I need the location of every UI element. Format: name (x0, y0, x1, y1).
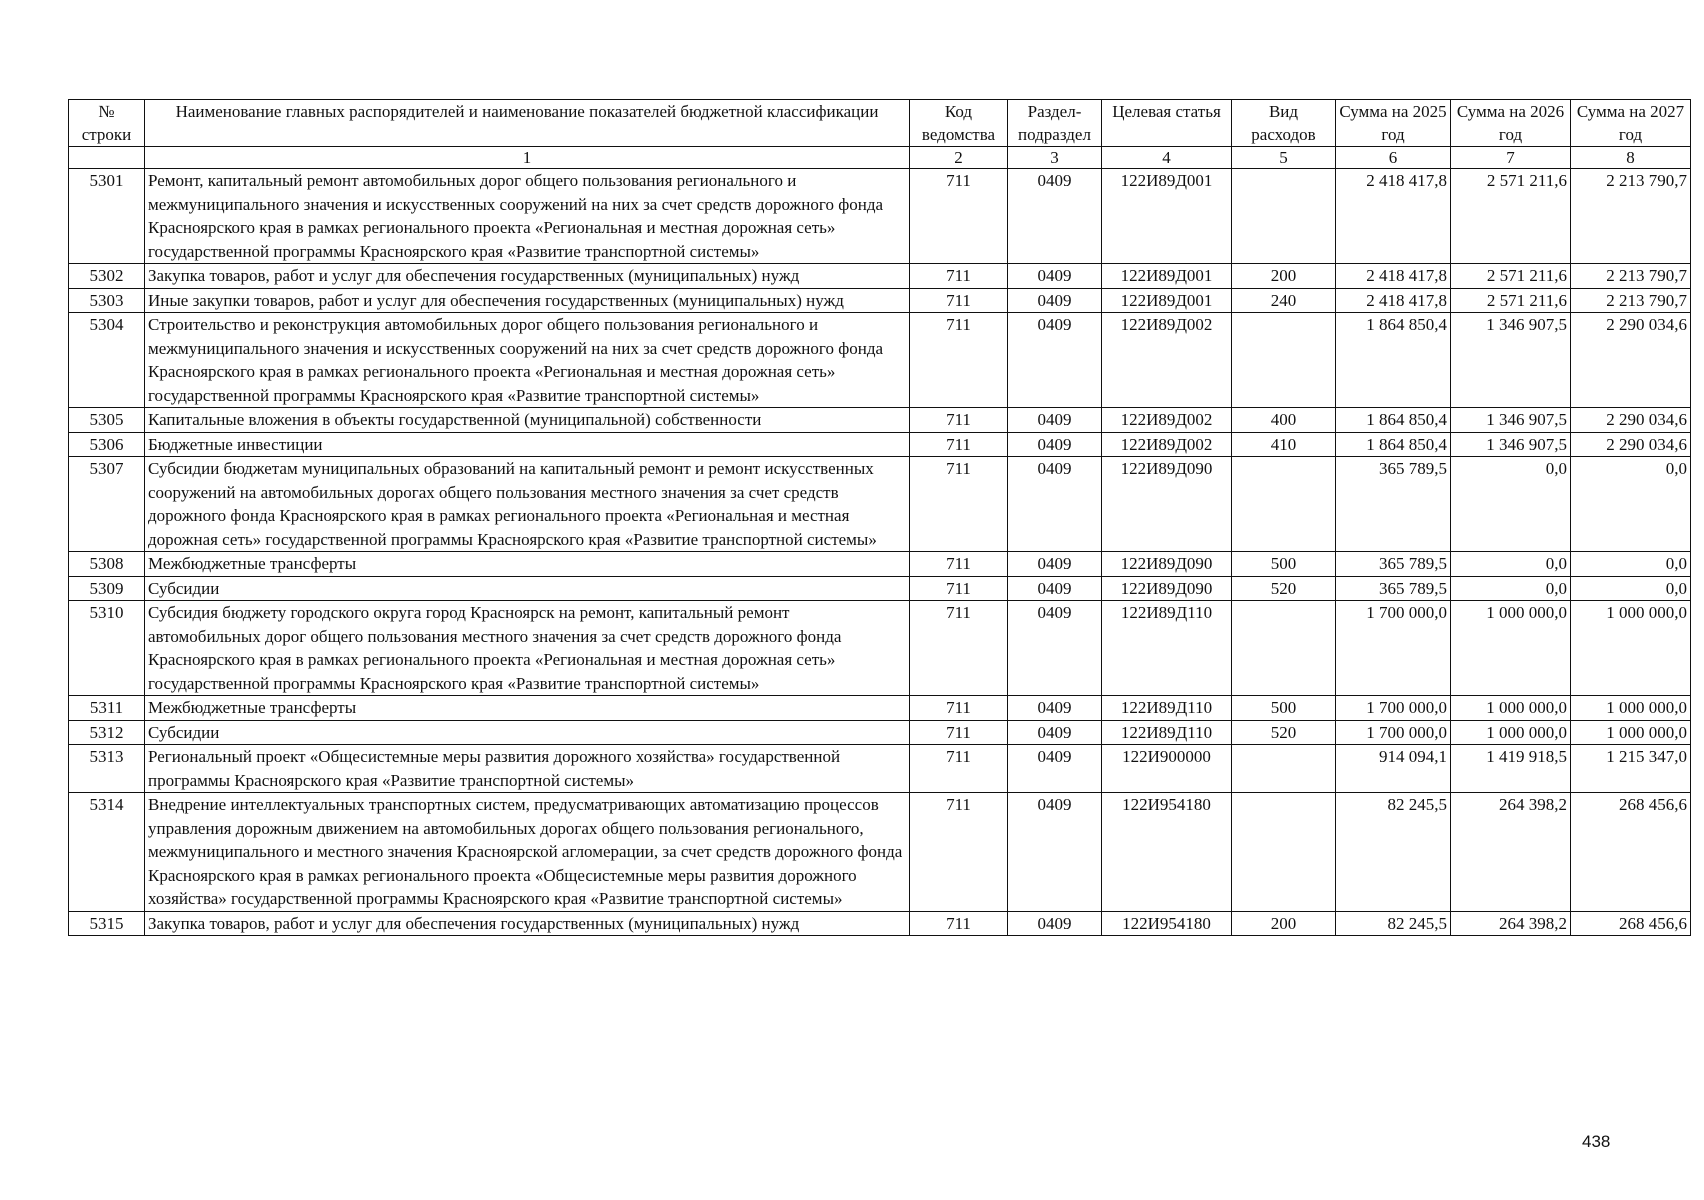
header-expense-type: Вид расходов (1232, 100, 1336, 147)
sum-2026-cell: 1 000 000,0 (1451, 601, 1571, 696)
row-name-cell: Субсидии бюджетам муниципальных образований на капитальный ремонт и ремонт искусственных сооружений на автомобильных дорогах общего пользования местного значения за счет средств дорожного фонда Красноярского края в рамках регионального проекта «Региональная и местная дорожная сеть» государственной программы Красноярского края «Развитие транспортной системы» (145, 457, 910, 552)
table-row (69, 313, 1691, 408)
target-article-cell: 122И89Д090 (1102, 552, 1232, 577)
department-code-cell: 711 (910, 288, 1008, 313)
department-code-cell: 711 (910, 432, 1008, 457)
table-row (69, 745, 1691, 793)
column-index: 8 (1571, 147, 1691, 169)
sum-2027-cell: 268 456,6 (1571, 793, 1691, 912)
row-number-cell: 5303 (69, 288, 145, 313)
sum-2026-cell: 2 571 211,6 (1451, 169, 1571, 264)
table-row (69, 720, 1691, 745)
sum-2025-cell: 2 418 417,8 (1336, 169, 1451, 264)
target-article-cell: 122И89Д002 (1102, 432, 1232, 457)
row-number-cell: 5301 (69, 169, 145, 264)
target-article-cell: 122И954180 (1102, 911, 1232, 936)
sum-2027-cell: 2 290 034,6 (1571, 408, 1691, 433)
section-cell: 0409 (1008, 911, 1102, 936)
section-cell: 0409 (1008, 288, 1102, 313)
row-name-cell: Капитальные вложения в объекты государственной (муниципальной) собственности (145, 408, 910, 433)
header-sum-2026: Сумма на 2026 год (1451, 100, 1571, 147)
header-section: Раздел- подраздел (1008, 100, 1102, 147)
sum-2027-cell: 268 456,6 (1571, 911, 1691, 936)
table-row (69, 552, 1691, 577)
row-name-cell: Межбюджетные трансферты (145, 696, 910, 721)
section-cell: 0409 (1008, 601, 1102, 696)
sum-2027-cell: 0,0 (1571, 457, 1691, 552)
section-cell: 0409 (1008, 696, 1102, 721)
section-cell: 0409 (1008, 408, 1102, 433)
expense-type-cell: 500 (1232, 696, 1336, 721)
expense-type-cell: 400 (1232, 408, 1336, 433)
expense-type-cell: 410 (1232, 432, 1336, 457)
expense-type-cell: 500 (1232, 552, 1336, 577)
row-number-cell: 5304 (69, 313, 145, 408)
sum-2025-cell: 1 864 850,4 (1336, 432, 1451, 457)
department-code-cell: 711 (910, 457, 1008, 552)
row-name-cell: Внедрение интеллектуальных транспортных систем, предусматривающих автоматизацию процессов управления дорожным движением на автомобильных дорогах общего пользования регионального, межмуниципального и местного значения Красноярской агломерации, за счет средств дорожного фонда Красноярского края в рамках регионального проекта «Общесистемные меры развития дорожного хозяйства» государственной программы Красноярского края «Развитие транспортной системы» (145, 793, 910, 912)
expense-type-cell: 520 (1232, 576, 1336, 601)
column-index: 2 (910, 147, 1008, 169)
department-code-cell: 711 (910, 745, 1008, 793)
sum-2027-cell: 2 213 790,7 (1571, 169, 1691, 264)
header-name: Наименование главных распорядителей и наименование показателей бюджетной классификации (145, 100, 910, 147)
target-article-cell: 122И900000 (1102, 745, 1232, 793)
section-cell: 0409 (1008, 793, 1102, 912)
table-row (69, 911, 1691, 936)
row-name-cell: Закупка товаров, работ и услуг для обеспечения государственных (муниципальных) нужд (145, 911, 910, 936)
sum-2027-cell: 2 213 790,7 (1571, 288, 1691, 313)
row-name-cell: Субсидии (145, 720, 910, 745)
department-code-cell: 711 (910, 696, 1008, 721)
column-index: 7 (1451, 147, 1571, 169)
table-row (69, 793, 1691, 912)
row-number-cell: 5302 (69, 264, 145, 289)
department-code-cell: 711 (910, 552, 1008, 577)
sum-2026-cell: 264 398,2 (1451, 793, 1571, 912)
row-number-cell: 5312 (69, 720, 145, 745)
target-article-cell: 122И89Д090 (1102, 576, 1232, 601)
row-number-cell: 5306 (69, 432, 145, 457)
sum-2025-cell: 2 418 417,8 (1336, 288, 1451, 313)
target-article-cell: 122И89Д002 (1102, 408, 1232, 433)
department-code-cell: 711 (910, 264, 1008, 289)
sum-2027-cell: 0,0 (1571, 576, 1691, 601)
table-row (69, 288, 1691, 313)
department-code-cell: 711 (910, 793, 1008, 912)
table-row (69, 457, 1691, 552)
department-code-cell: 711 (910, 601, 1008, 696)
department-code-cell: 711 (910, 911, 1008, 936)
section-cell: 0409 (1008, 457, 1102, 552)
header-target-article: Целевая статья (1102, 100, 1232, 147)
department-code-cell: 711 (910, 576, 1008, 601)
section-cell: 0409 (1008, 313, 1102, 408)
sum-2027-cell: 1 215 347,0 (1571, 745, 1691, 793)
department-code-cell: 711 (910, 313, 1008, 408)
sum-2026-cell: 0,0 (1451, 457, 1571, 552)
sum-2026-cell: 0,0 (1451, 576, 1571, 601)
target-article-cell: 122И89Д110 (1102, 720, 1232, 745)
sum-2025-cell: 1 700 000,0 (1336, 696, 1451, 721)
table-row (69, 601, 1691, 696)
row-name-cell: Субсидии (145, 576, 910, 601)
row-name-cell: Закупка товаров, работ и услуг для обеспечения государственных (муниципальных) нужд (145, 264, 910, 289)
column-index: 6 (1336, 147, 1451, 169)
target-article-cell: 122И89Д090 (1102, 457, 1232, 552)
table-header-row (69, 100, 1691, 147)
section-cell: 0409 (1008, 745, 1102, 793)
department-code-cell: 711 (910, 720, 1008, 745)
table-row (69, 169, 1691, 264)
sum-2026-cell: 2 571 211,6 (1451, 288, 1571, 313)
header-sum-2027: Сумма на 2027 год (1571, 100, 1691, 147)
row-name-cell: Иные закупки товаров, работ и услуг для обеспечения государственных (муниципальных) нужд (145, 288, 910, 313)
expense-type-cell (1232, 601, 1336, 696)
header-sum-2025: Сумма на 2025 год (1336, 100, 1451, 147)
budget-table (68, 99, 1691, 936)
target-article-cell: 122И89Д001 (1102, 169, 1232, 264)
sum-2025-cell: 914 094,1 (1336, 745, 1451, 793)
sum-2025-cell: 2 418 417,8 (1336, 264, 1451, 289)
table-body (69, 169, 1691, 936)
expense-type-cell (1232, 745, 1336, 793)
header-department-code: Код ведомства (910, 100, 1008, 147)
expense-type-cell (1232, 169, 1336, 264)
sum-2025-cell: 82 245,5 (1336, 793, 1451, 912)
target-article-cell: 122И954180 (1102, 793, 1232, 912)
sum-2025-cell: 1 700 000,0 (1336, 601, 1451, 696)
target-article-cell: 122И89Д001 (1102, 264, 1232, 289)
expense-type-cell: 240 (1232, 288, 1336, 313)
sum-2027-cell: 2 213 790,7 (1571, 264, 1691, 289)
row-number-cell: 5311 (69, 696, 145, 721)
expense-type-cell (1232, 457, 1336, 552)
sum-2026-cell: 1 346 907,5 (1451, 313, 1571, 408)
section-cell: 0409 (1008, 720, 1102, 745)
expense-type-cell: 520 (1232, 720, 1336, 745)
department-code-cell: 711 (910, 169, 1008, 264)
row-number-cell: 5313 (69, 745, 145, 793)
sum-2025-cell: 82 245,5 (1336, 911, 1451, 936)
section-cell: 0409 (1008, 432, 1102, 457)
expense-type-cell (1232, 793, 1336, 912)
section-cell: 0409 (1008, 169, 1102, 264)
sum-2027-cell: 1 000 000,0 (1571, 601, 1691, 696)
sum-2026-cell: 1 346 907,5 (1451, 408, 1571, 433)
section-cell: 0409 (1008, 552, 1102, 577)
sum-2026-cell: 0,0 (1451, 552, 1571, 577)
table-row (69, 696, 1691, 721)
table-row (69, 432, 1691, 457)
expense-type-cell: 200 (1232, 911, 1336, 936)
sum-2026-cell: 264 398,2 (1451, 911, 1571, 936)
sum-2027-cell: 2 290 034,6 (1571, 313, 1691, 408)
row-name-cell: Региональный проект «Общесистемные меры развития дорожного хозяйства» государственной программы Красноярского края «Развитие транспортной системы» (145, 745, 910, 793)
expense-type-cell: 200 (1232, 264, 1336, 289)
row-number-cell: 5305 (69, 408, 145, 433)
table-row (69, 408, 1691, 433)
row-number-cell: 5309 (69, 576, 145, 601)
row-name-cell: Ремонт, капитальный ремонт автомобильных дорог общего пользования регионального и межмуниципального значения и искусственных сооружений на них за счет средств дорожного фонда Красноярского края в рамках регионального проекта «Региональная и местная дорожная сеть» государственной программы Красноярского края «Развитие транспортной системы» (145, 169, 910, 264)
target-article-cell: 122И89Д110 (1102, 696, 1232, 721)
target-article-cell: 122И89Д002 (1102, 313, 1232, 408)
sum-2026-cell: 2 571 211,6 (1451, 264, 1571, 289)
target-article-cell: 122И89Д110 (1102, 601, 1232, 696)
row-number-cell: 5315 (69, 911, 145, 936)
column-index: 5 (1232, 147, 1336, 169)
sum-2027-cell: 1 000 000,0 (1571, 696, 1691, 721)
table-row (69, 264, 1691, 289)
sum-2026-cell: 1 346 907,5 (1451, 432, 1571, 457)
column-index: 4 (1102, 147, 1232, 169)
row-number-cell: 5308 (69, 552, 145, 577)
sum-2025-cell: 1 700 000,0 (1336, 720, 1451, 745)
table-row (69, 576, 1691, 601)
row-name-cell: Межбюджетные трансферты (145, 552, 910, 577)
sum-2027-cell: 2 290 034,6 (1571, 432, 1691, 457)
page-number: 438 (1582, 1132, 1611, 1151)
sum-2026-cell: 1 000 000,0 (1451, 696, 1571, 721)
sum-2026-cell: 1 419 918,5 (1451, 745, 1571, 793)
department-code-cell: 711 (910, 408, 1008, 433)
row-number-cell: 5314 (69, 793, 145, 912)
sum-2026-cell: 1 000 000,0 (1451, 720, 1571, 745)
column-index: 3 (1008, 147, 1102, 169)
row-number-cell: 5307 (69, 457, 145, 552)
column-index (69, 147, 145, 169)
sum-2027-cell: 1 000 000,0 (1571, 720, 1691, 745)
sum-2025-cell: 365 789,5 (1336, 552, 1451, 577)
section-cell: 0409 (1008, 264, 1102, 289)
target-article-cell: 122И89Д001 (1102, 288, 1232, 313)
header-row-number: № строки (69, 100, 145, 147)
row-name-cell: Бюджетные инвестиции (145, 432, 910, 457)
sum-2027-cell: 0,0 (1571, 552, 1691, 577)
sum-2025-cell: 1 864 850,4 (1336, 408, 1451, 433)
expense-type-cell (1232, 313, 1336, 408)
row-name-cell: Строительство и реконструкция автомобильных дорог общего пользования регионального и межмуниципального значения и искусственных сооружений на них за счет средств дорожного фонда Красноярского края в рамках регионального проекта «Региональная и местная дорожная сеть» государственной программы Красноярского края «Развитие транспортной системы» (145, 313, 910, 408)
sum-2025-cell: 365 789,5 (1336, 457, 1451, 552)
section-cell: 0409 (1008, 576, 1102, 601)
row-number-cell: 5310 (69, 601, 145, 696)
sum-2025-cell: 1 864 850,4 (1336, 313, 1451, 408)
column-index-row (69, 147, 1691, 169)
column-index: 1 (145, 147, 910, 169)
row-name-cell: Субсидия бюджету городского округа город Красноярск на ремонт, капитальный ремонт автомобильных дорог общего пользования местного значения за счет средств дорожного фонда Красноярского края в рамках регионального проекта «Региональная и местная дорожная сеть» государственной программы Красноярского края «Развитие транспортной системы» (145, 601, 910, 696)
sum-2025-cell: 365 789,5 (1336, 576, 1451, 601)
